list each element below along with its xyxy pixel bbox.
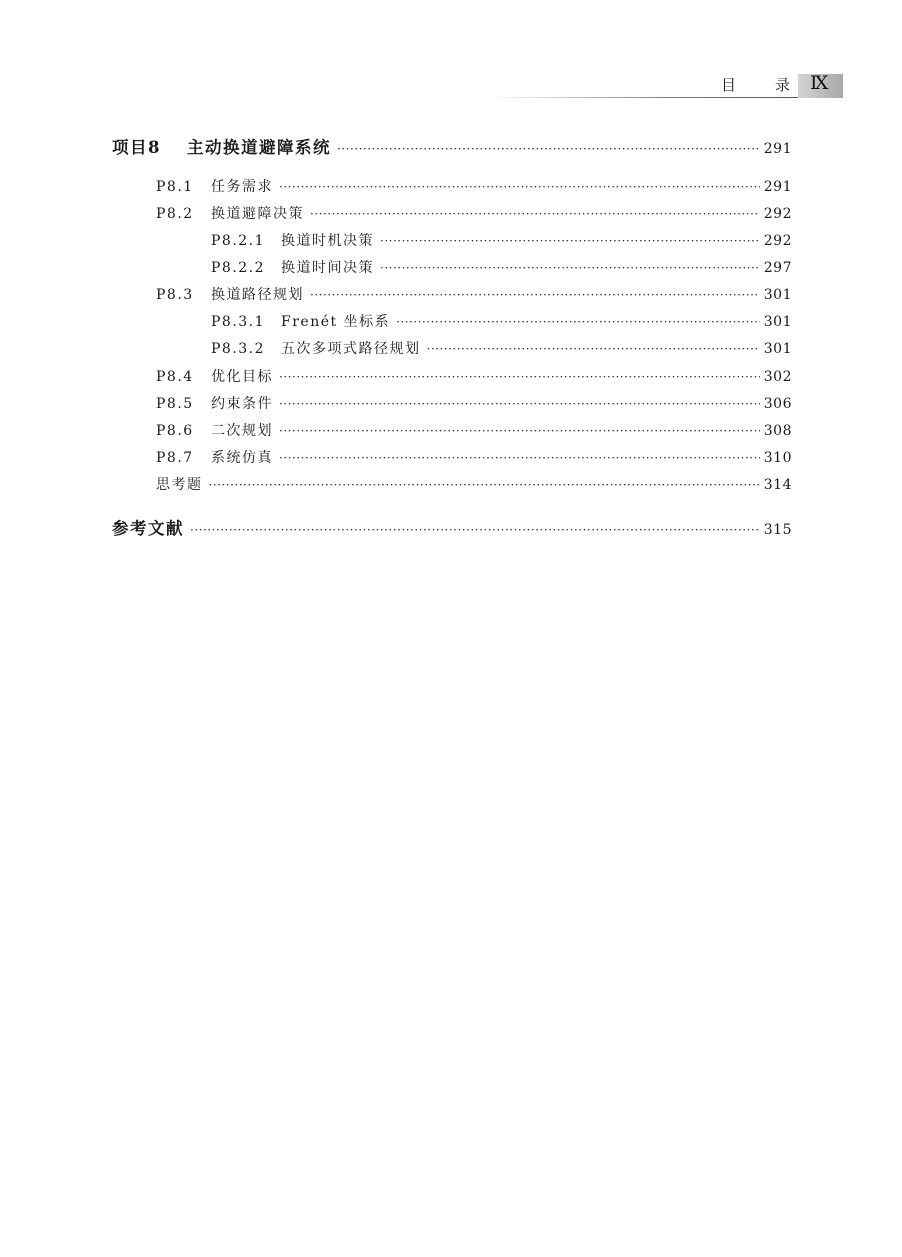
- entry-title: 换道避障决策: [211, 206, 304, 222]
- entry-page: 310: [763, 450, 792, 466]
- chapter-number: 项目8: [112, 138, 161, 157]
- toc-entry-row[interactable]: [156, 447, 792, 467]
- entry-page: 291: [763, 179, 792, 195]
- toc-entry-row[interactable]: [156, 284, 792, 304]
- leader-dots: [190, 523, 760, 537]
- toc-entry-row[interactable]: [156, 366, 792, 386]
- entry-number: P8.4: [156, 369, 194, 385]
- leader-dots: [279, 424, 760, 438]
- entry-title: 换道路径规划: [211, 287, 304, 303]
- entry-page: 314: [763, 477, 792, 493]
- entry-number: P8.2: [156, 206, 194, 222]
- entry-number: P8.2.1: [211, 233, 266, 249]
- leader-dots: [279, 451, 760, 465]
- entry-page: 292: [763, 206, 792, 222]
- chapter-page: 291: [763, 141, 792, 157]
- entry-number: P8.1: [156, 179, 194, 195]
- leader-dots: [380, 234, 760, 248]
- leader-dots: [427, 342, 760, 356]
- entry-title: 系统仿真: [211, 450, 273, 466]
- entry-page: 292: [763, 233, 792, 249]
- toc-subentry-row[interactable]: [211, 257, 792, 277]
- toc-chapter-row[interactable]: [112, 134, 792, 158]
- header-label-mu: 目: [721, 76, 737, 94]
- header-page-number: Ⅸ: [810, 72, 828, 94]
- toc-entry-row[interactable]: [156, 176, 792, 196]
- leader-dots: [380, 261, 760, 275]
- leader-dots: [209, 478, 760, 492]
- leader-dots: [310, 207, 760, 221]
- toc-subentry-row[interactable]: [211, 311, 792, 331]
- entry-title: 二次规划: [211, 423, 273, 439]
- leader-dots: [310, 288, 760, 302]
- toc-entry-row[interactable]: [156, 474, 792, 494]
- entry-title: 换道时机决策: [281, 233, 374, 249]
- toc-subentry-row[interactable]: [211, 230, 792, 250]
- references-page: 315: [763, 522, 792, 538]
- entry-title: 任务需求: [211, 179, 273, 195]
- chapter-title: 主动换道避障系统: [187, 138, 331, 157]
- header-label-lu: 录: [775, 76, 791, 94]
- entry-page: 306: [763, 396, 792, 412]
- entry-number: P8.3: [156, 287, 194, 303]
- entry-number: P8.3.2: [211, 341, 266, 357]
- toc-subentry-row[interactable]: [211, 338, 792, 358]
- leader-dots: [279, 180, 760, 194]
- entry-page: 301: [763, 341, 792, 357]
- entry-number: P8.7: [156, 450, 194, 466]
- leader-dots: [337, 142, 760, 156]
- entry-number: P8.5: [156, 396, 194, 412]
- entry-title: 思考题: [156, 477, 203, 493]
- toc-entry-row[interactable]: [156, 393, 792, 413]
- entry-title: 约束条件: [211, 396, 273, 412]
- leader-dots: [279, 370, 760, 384]
- references-title: 参考文献: [112, 519, 184, 538]
- entry-title: 换道时间决策: [281, 260, 374, 276]
- entry-title: 五次多项式路径规划: [281, 341, 421, 357]
- entry-number: P8.6: [156, 423, 194, 439]
- toc-entry-row[interactable]: [156, 420, 792, 440]
- entry-number: P8.3.1: [211, 314, 266, 330]
- header-rule: [488, 97, 798, 98]
- entry-title: Frenét 坐标系: [281, 314, 391, 330]
- entry-page: 297: [763, 260, 792, 276]
- toc-entry-row[interactable]: [156, 203, 792, 223]
- entry-title: 优化目标: [211, 369, 273, 385]
- entry-page: 302: [763, 369, 792, 385]
- entry-page: 308: [763, 423, 792, 439]
- entry-page: 301: [763, 287, 792, 303]
- leader-dots: [279, 397, 760, 411]
- leader-dots: [396, 315, 760, 329]
- toc-references-row[interactable]: [112, 515, 792, 539]
- entry-number: P8.2.2: [211, 260, 266, 276]
- entry-page: 301: [763, 314, 792, 330]
